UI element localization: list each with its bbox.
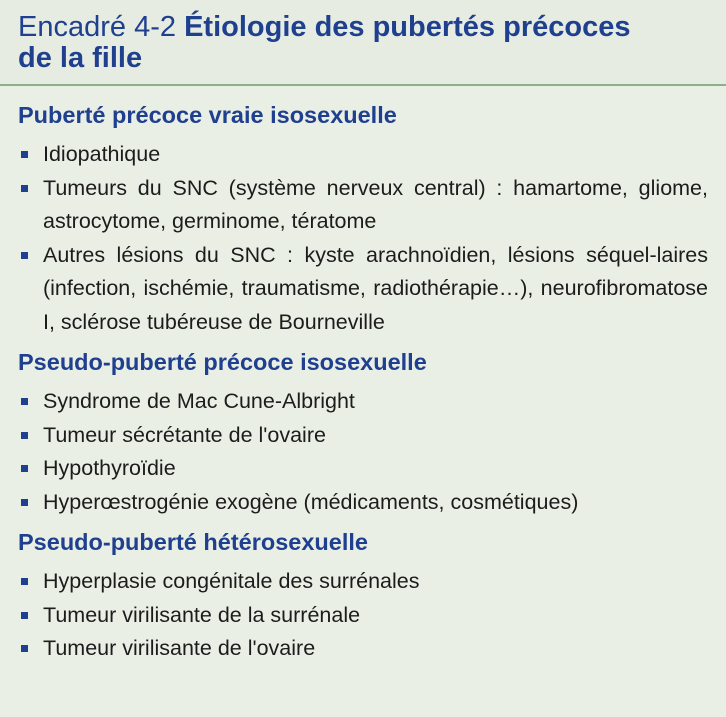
section-title: Pseudo-puberté hétérosexuelle [18, 529, 368, 555]
list-item [18, 486, 708, 520]
list-item [18, 452, 708, 486]
bullet-icon [21, 578, 28, 585]
list-item-text: Tumeur sécrétante de l'ovaire [43, 422, 326, 447]
section-title: Puberté précoce vraie isosexuelle [18, 102, 397, 128]
list-item-text: Syndrome de Mac Cune-Albright [43, 389, 355, 413]
bullet-icon [21, 499, 28, 506]
bullet-icon [21, 151, 28, 158]
box-header [0, 0, 726, 86]
list-item-text: Tumeurs du SNC (système nerveux central) : hamartome, gliome, astrocytome, germinome, tératome [43, 175, 708, 233]
bullet-icon [21, 645, 28, 652]
list-item-text: Hypothyroïdie [43, 456, 176, 480]
section-list [18, 385, 708, 519]
box-title-text: Étiologie des pubertés précoces [184, 11, 631, 43]
list-item [18, 385, 708, 419]
list-item-text: Tumeur virilisante de l'ovaire [43, 636, 316, 660]
box-title [18, 12, 708, 43]
list-item [18, 599, 708, 633]
list-item [18, 632, 708, 666]
box-number: Encadré 4-2 [18, 11, 176, 43]
section-title: Pseudo-puberté précoce isosexuelle [18, 349, 427, 375]
list-item [18, 239, 708, 340]
list-item [18, 565, 708, 599]
list-item-text: Autres lésions du SNC : kyste arachnoïdien, lésions séquel-laires (infection, ischémie, traumatisme, radiothérapie…), neurofibromatose I, sclérose tubéreuse de Bourneville [43, 242, 708, 334]
list-item [18, 138, 708, 172]
list-item-text: Hyperœstrogénie exogène (médicaments, cosmétiques) [43, 489, 579, 514]
section-list [18, 138, 708, 339]
bullet-icon [21, 432, 28, 439]
list-item-text: Tumeur virilisante de la surrénale [43, 602, 361, 627]
section-list [18, 565, 708, 666]
bullet-icon [21, 185, 28, 192]
list-item-text: Idiopathique [43, 142, 161, 166]
list-item [18, 419, 708, 453]
box-content [0, 86, 726, 666]
box-title-line2: de la fille [18, 42, 143, 74]
section-isosexual-pseudo-puberty [18, 347, 708, 519]
section-heterosexual-pseudo-puberty [18, 527, 708, 666]
list-item [18, 172, 708, 239]
bullet-icon [21, 252, 28, 259]
bullet-icon [21, 612, 28, 619]
section-true-precocious-puberty [18, 100, 708, 339]
bullet-icon [21, 398, 28, 405]
list-item-text: Hyperplasie congénitale des surrénales [43, 569, 420, 593]
bullet-icon [21, 465, 28, 472]
